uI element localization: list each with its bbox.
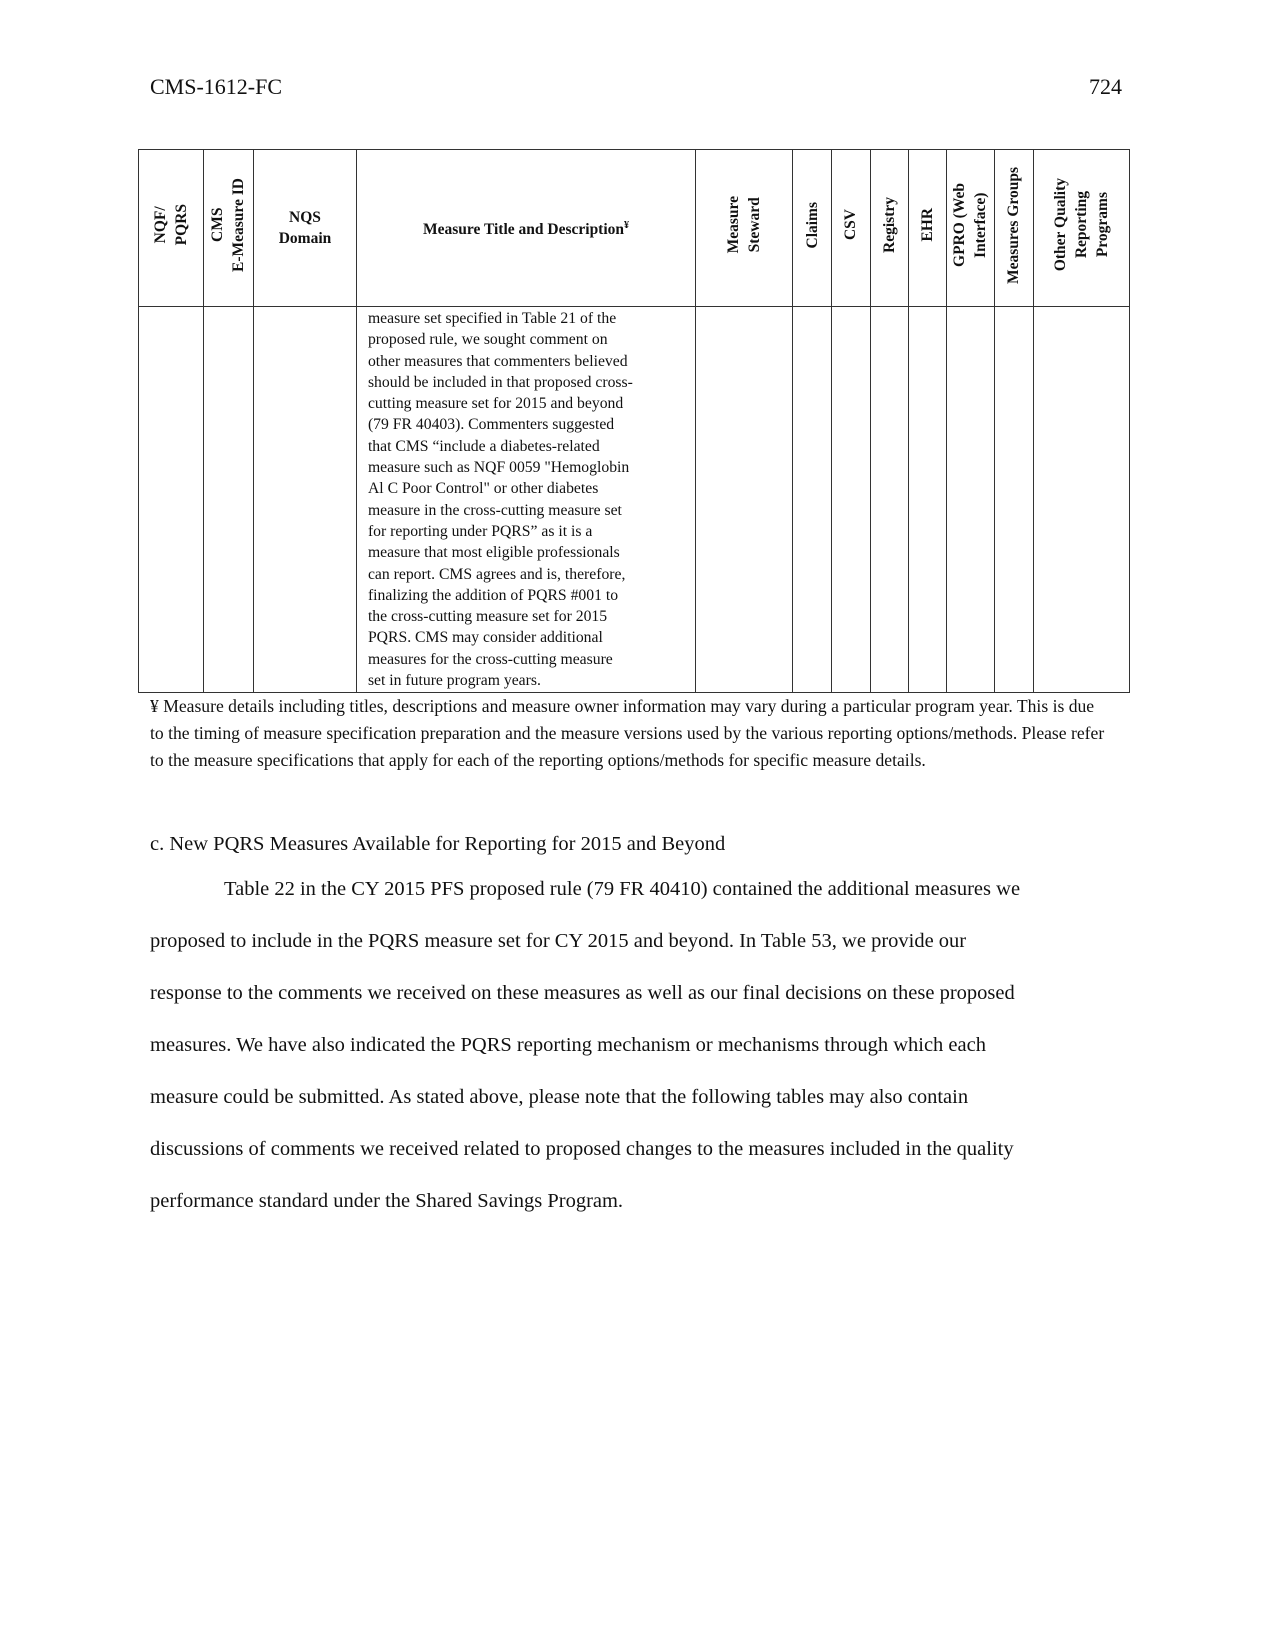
body-line: discussions of comments we received related to proposed changes to the measures included in the quality	[150, 1138, 1014, 1160]
table-row	[139, 307, 1130, 693]
table-footnote: ¥ Measure details including titles, descriptions and measure owner information may vary during a particular program year. This is due to the timing of measure specification preparation and the measure versions used by the various reporting options/methods. Please refer to the measure specifications that apply for each of the reporting options/methods for specific measure details.	[150, 696, 1105, 770]
col-header-measure-title: Measure Title and Description¥	[356, 150, 695, 307]
col-header-gpro: GPRO (Web Interface)	[947, 150, 994, 307]
description-line: for reporting under PQRS” as it is a	[367, 522, 593, 540]
measures-table	[138, 149, 1130, 693]
description-line: measure that most eligible professionals	[367, 544, 620, 562]
description-line: Al C Poor Control" or other diabetes	[367, 480, 599, 498]
description-line: measure such as NQF 0059 "Hemoglobin	[367, 459, 630, 477]
col-header-claims: Claims	[792, 150, 831, 307]
body-line: response to the comments we received on these measures as well as our final decisions on these proposed	[150, 982, 1015, 1004]
cell-registry	[870, 307, 908, 693]
cell-measure-description	[356, 307, 695, 693]
description-line: other measures that commenters believed	[367, 352, 628, 370]
cell-csv	[832, 307, 870, 693]
section-heading: c. New PQRS Measures Available for Reporting for 2015 and Beyond	[150, 833, 726, 855]
description-line: that CMS “include a diabetes-related	[367, 437, 600, 455]
description-line: PQRS. CMS may consider additional	[367, 629, 603, 647]
description-line: set in future program years.	[367, 672, 541, 690]
description-line: should be included in that proposed cross-	[367, 373, 633, 391]
cell-measures-groups	[994, 307, 1033, 693]
cell-gpro	[947, 307, 994, 693]
body-line: proposed to include in the PQRS measure set for CY 2015 and beyond. In Table 53, we provide our	[150, 930, 967, 952]
document-id: CMS-1612-FC	[150, 74, 283, 99]
cell-nqs-domain	[254, 307, 357, 693]
col-header-nqs-domain: NQS Domain	[254, 150, 357, 307]
col-header-cms-emeasure-id: CMS E-Measure ID	[203, 150, 253, 307]
cell-claims	[792, 307, 831, 693]
col-header-ehr: EHR	[908, 150, 946, 307]
description-line: measures for the cross-cutting measure	[367, 650, 613, 668]
col-header-measure-steward: Measure Steward	[696, 150, 793, 307]
body-line: measures. We have also indicated the PQRS reporting mechanism or mechanisms through which each	[150, 1034, 986, 1056]
col-header-nqf-pqrs: NQF/ PQRS	[139, 150, 204, 307]
table-header-row	[139, 150, 1130, 307]
page-number: 724	[1089, 74, 1122, 99]
col-header-other-programs: Other Quality Reporting Programs	[1034, 150, 1130, 307]
body-line: performance standard under the Shared Savings Program.	[150, 1190, 624, 1212]
description-line: (79 FR 40403). Commenters suggested	[367, 416, 615, 434]
description-line: proposed rule, we sought comment on	[367, 331, 608, 349]
cell-other-programs	[1034, 307, 1130, 693]
description-line: can report. CMS agrees and is, therefore,	[367, 565, 626, 583]
description-line: measure in the cross-cutting measure set	[367, 501, 622, 519]
body-line: measure could be submitted. As stated above, please note that the following tables may also contain	[150, 1086, 969, 1108]
cell-measure-steward	[696, 307, 793, 693]
cell-ehr	[908, 307, 946, 693]
col-header-csv: CSV	[832, 150, 870, 307]
footnote-mark: ¥	[624, 220, 630, 232]
col-header-measures-groups: Measures Groups	[994, 150, 1033, 307]
description-line: finalizing the addition of PQRS #001 to	[367, 586, 619, 604]
cell-cms-emeasure-id	[203, 307, 253, 693]
description-line: the cross-cutting measure set for 2015	[367, 608, 608, 626]
body-line: Table 22 in the CY 2015 PFS proposed rule (79 FR 40410) contained the additional measures we	[224, 878, 1021, 900]
col-header-registry: Registry	[870, 150, 908, 307]
cell-nqf-pqrs	[139, 307, 204, 693]
description-line: cutting measure set for 2015 and beyond	[367, 395, 624, 413]
description-line: measure set specified in Table 21 of the	[367, 310, 617, 327]
